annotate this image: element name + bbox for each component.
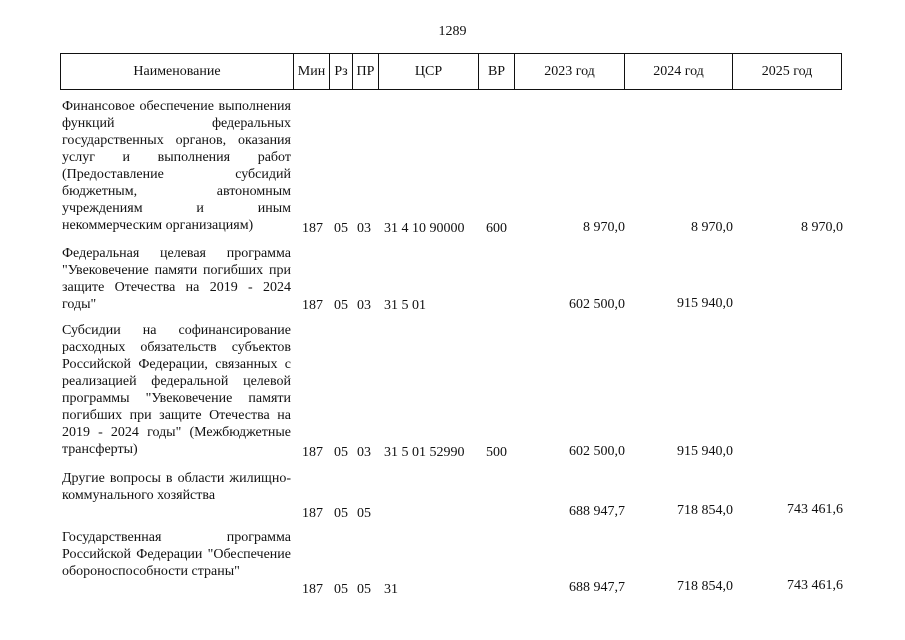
row-csr: 31 5 01 [384, 298, 426, 313]
table-row [0, 98, 905, 238]
header-2025: 2025 год [733, 54, 842, 90]
row-rz: 05 [334, 298, 348, 313]
row-vr: 600 [486, 221, 507, 236]
row-pr: 05 [357, 582, 371, 597]
header-csr: ЦСР [379, 54, 479, 90]
row-2024: 915 940,0 [677, 444, 733, 459]
table-row [0, 322, 905, 462]
row-rz: 05 [334, 506, 348, 521]
row-2023: 688 947,7 [569, 504, 625, 519]
row-rz: 05 [334, 445, 348, 460]
page-number: 1289 [438, 24, 467, 39]
row-2023: 8 970,0 [583, 220, 625, 235]
header-vr: ВР [479, 54, 515, 90]
header-2023: 2023 год [515, 54, 625, 90]
header-2024: 2024 год [625, 54, 733, 90]
row-pr: 05 [357, 506, 371, 521]
row-name: Государственная программа Российской Федерации "Обеспечение обороноспособности страны" [62, 530, 291, 579]
header-name: Наименование [61, 54, 294, 90]
row-name: Субсидии на софинансирование расходных обязательств субъектов Российской Федерации, связанных с реализацией федеральной целевой программы "Увековечение памяти погибших при защите Отечества на 2019 - 2024 годы" (Межбюджетные трансферты) [62, 323, 291, 457]
row-2024: 718 854,0 [677, 503, 733, 518]
row-2023: 602 500,0 [569, 444, 625, 459]
row-min: 187 [302, 445, 323, 460]
table-header [60, 53, 842, 90]
table-row [0, 529, 905, 599]
row-min: 187 [302, 221, 323, 236]
row-vr: 500 [486, 445, 507, 460]
header-rz: Рз [330, 54, 353, 90]
row-2025: 8 970,0 [801, 220, 843, 235]
row-pr: 03 [357, 445, 371, 460]
row-rz: 05 [334, 582, 348, 597]
table-row [0, 245, 905, 315]
row-min: 187 [302, 506, 323, 521]
row-2024: 718 854,0 [677, 579, 733, 594]
row-name: Федеральная целевая программа "Увековечение памяти погибших при защите Отечества на 2019 - 2024 годы" [62, 246, 291, 312]
row-2024: 8 970,0 [691, 220, 733, 235]
row-pr: 03 [357, 298, 371, 313]
row-csr: 31 5 01 52990 [384, 445, 465, 460]
table-row [0, 470, 905, 522]
row-min: 187 [302, 298, 323, 313]
row-name: Финансовое обеспечение выполнения функций федеральных государственных органов, оказания услуг и выполнения работ (Предоставление субсидий бюджетным, автономным учреждениям и иным некоммерческим организациям) [62, 99, 291, 233]
row-2024: 915 940,0 [677, 296, 733, 311]
header-row [61, 54, 842, 90]
row-rz: 05 [334, 221, 348, 236]
header-pr: ПР [353, 54, 379, 90]
row-2025: 743 461,6 [787, 578, 843, 593]
header-min: Мин [294, 54, 330, 90]
row-pr: 03 [357, 221, 371, 236]
row-min: 187 [302, 582, 323, 597]
row-csr: 31 4 10 90000 [384, 221, 465, 236]
row-2025: 743 461,6 [787, 502, 843, 517]
row-name: Другие вопросы в области жилищно-коммунального хозяйства [62, 471, 291, 503]
row-csr: 31 [384, 582, 398, 597]
row-2023: 602 500,0 [569, 297, 625, 312]
row-2023: 688 947,7 [569, 580, 625, 595]
